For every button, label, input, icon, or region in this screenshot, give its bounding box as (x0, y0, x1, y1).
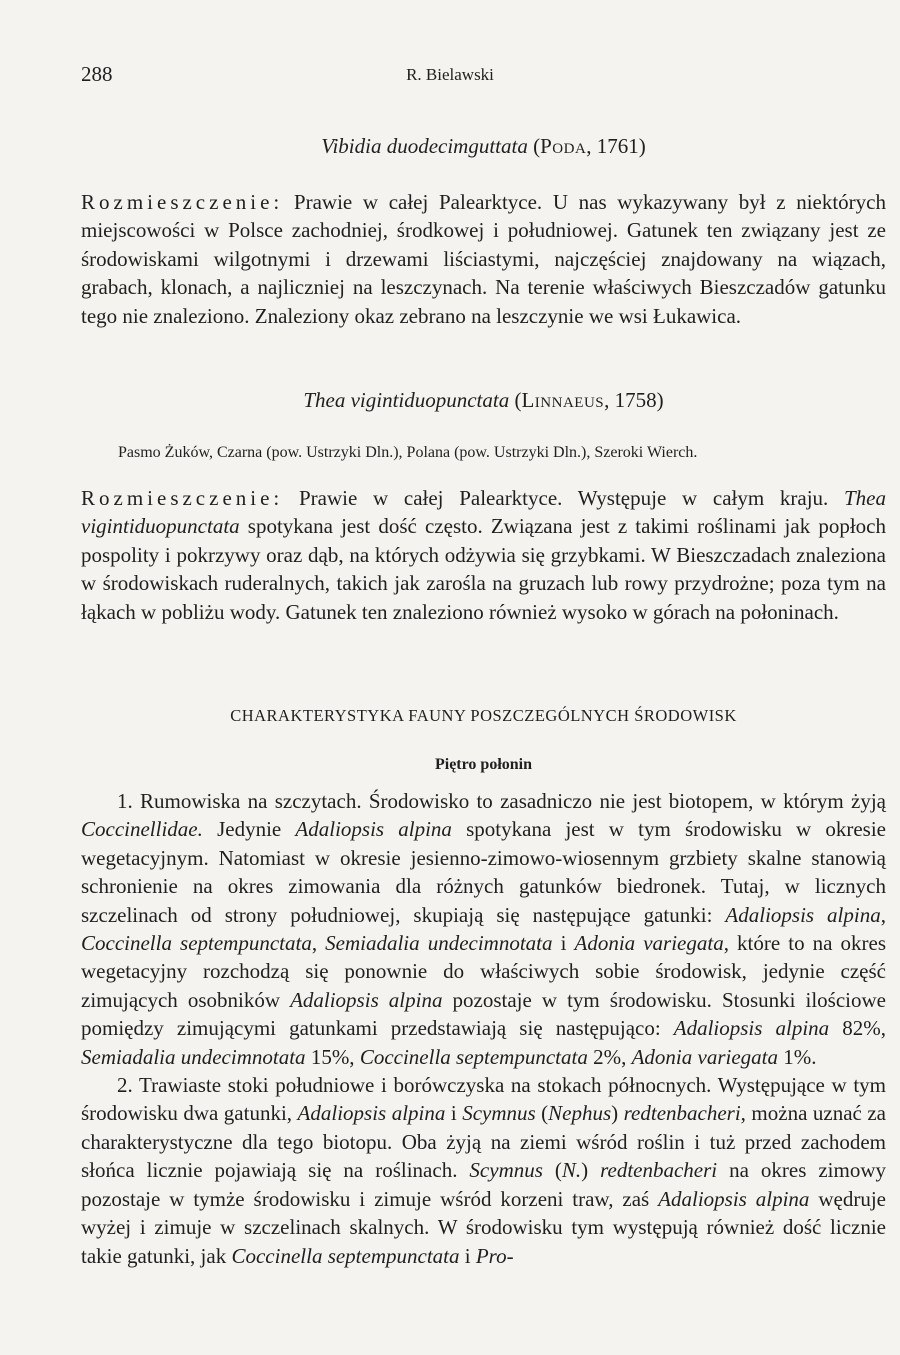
text-run: i (552, 931, 575, 956)
taxon-name: Coccinella septempunctata (359, 1044, 588, 1069)
taxon-name: Adaliopsis alpina (290, 987, 443, 1012)
species-year: , 1758) (604, 388, 664, 412)
text-run: , które to na okres wegetacyjny rozchodzą się ponownie do właściwych sobie środowisk, jedynie część zimujących osobników (81, 931, 887, 1012)
species-name-inline: Thea vigintiduopunctata (81, 486, 886, 539)
subsection-heading: Piętro połonin (434, 756, 533, 773)
species-year: , 1761) (586, 134, 646, 158)
text-run: ) (611, 1101, 624, 1126)
taxon-name: Adaliopsis alpina (673, 1016, 830, 1041)
species-name: Vibidia duodecimguttata (321, 134, 528, 158)
paragraph-rumowiska (81, 787, 886, 1270)
locality-list: Pasmo Żuków, Czarna (pow. Ustrzyki Dln.), Polana (pow. Ustrzyki Dln.), Szeroki Wierch. (118, 444, 698, 461)
species-author: Poda (540, 134, 587, 158)
species-description-vibidia (81, 188, 886, 330)
text-run: 2. Trawiaste stoki południowe i borówczyska na stokach północnych. Występujące w tym środowisku dwa gatunki, (81, 1073, 886, 1126)
taxon-name: redtenbacheri (600, 1158, 718, 1183)
taxon-name: Coccinellidae. (81, 817, 203, 842)
species-title-vibidia (81, 132, 886, 160)
text-run: i (445, 1101, 463, 1126)
text-run: 1%. (778, 1044, 817, 1069)
text-run: na okres zimowy pozostaje w tymże środowisku i zimuje wśród korzeni traw, zaś (81, 1158, 887, 1211)
taxon-name: Scymnus (462, 1101, 536, 1126)
text-run: spotykana jest w tym środowisku w okresie wegetacyjnym. Natomiast w okresie jesienno-zimowo-wiosennym grzbiety skalne stanowią schronienie na okres zimowania dla różnych gatunków biedronek. Tutaj, w licznych szczelinach od strony południowej, skupiają się następujące gatunki: (81, 817, 886, 927)
species-author-open: ( (514, 388, 522, 412)
taxon-name: Adonia variegata (574, 931, 724, 956)
taxon-name: Semiadalia undecimnotata (325, 931, 553, 956)
taxon-name: N. (561, 1158, 582, 1183)
taxon-name: Scymnus (469, 1158, 543, 1183)
text-run: ( (535, 1101, 549, 1126)
taxon-name: Semiadalia undecimnotata (81, 1044, 306, 1069)
text-run: 2%, (587, 1044, 632, 1069)
text-run: wędruje wyżej i zimuje w szczelinach skalnych. W środowisku tym występują również dość licznie takie gatunki, jak (81, 1186, 886, 1268)
text-run: , można uznać za charakterystyczne dla tego biotopu. Oba żyją na ziemi wśród roślin i tuż przed zachodem słońca licznie pojawiają się na roślinach. (81, 1101, 886, 1183)
taxon-name: Coccinella septempunctata (231, 1243, 460, 1268)
taxon-name: Adonia variegata (631, 1044, 778, 1069)
taxon-name: Pro- (475, 1243, 514, 1268)
text-run: 15%, (305, 1044, 360, 1069)
text-run: 82%, (829, 1016, 886, 1041)
text-run: , (880, 902, 886, 927)
species-title-thea (81, 386, 886, 414)
species-author: Linnaeus (521, 388, 605, 412)
distribution-text-1: Prawie w całej Palearktyce. Występuje w całym kraju. (283, 486, 844, 510)
text-run: ) (581, 1158, 601, 1183)
running-head: R. Bielawski (406, 65, 494, 84)
distribution-label: Rozmieszczenie: (81, 486, 284, 510)
species-name: Thea vigintiduopunctata (303, 388, 510, 412)
taxon-name: Adaliopsis alpina (658, 1186, 810, 1211)
text-run: ( (542, 1158, 562, 1183)
distribution-text: Prawie w całej Palearktyce. U nas wykazywany był z niektórych miejscowości w Polsce zachodniej, środkowej i południowej. Gatunek ten związany jest ze środowiskami wilgotnymi i drzewami liściastymi, najczęściej znajdowany na wiązach, grabach, klonach, a najliczniej na leszczynach. Na terenie właściwych Bieszczadów gatunku tego nie znaleziono. Znaleziony okaz zebrano na leszczynie we wsi Łukawica. (81, 190, 886, 328)
species-description-thea (81, 484, 886, 626)
page-header (81, 62, 819, 92)
page-number: 288 (81, 62, 113, 86)
taxon-name: redtenbacheri (623, 1101, 741, 1126)
taxon-name: Adaliopsis alpina (297, 1101, 446, 1126)
section-heading: CHARAKTERYSTYKA FAUNY POSZCZEGÓLNYCH ŚRODOWISK (230, 706, 737, 725)
taxon-name: Adaliopsis alpina (725, 902, 881, 927)
distribution-label: Rozmieszczenie: (81, 190, 284, 214)
distribution-text-2: spotykana jest dość często. Związana jest z takimi roślinami jak popłoch pospolity i pokrzywy oraz dąb, na których odżywia się grzybkami. W Bieszczadach znaleziona w środowiskach ruderalnych, takich jak zarośla na gruzach lub rowy przydrożne; poza tym na łąkach w pobliżu wody. Gatunek ten znaleziono również wysoko w górach na połoninach. (81, 514, 886, 624)
taxon-name: Adaliopsis alpina (295, 817, 452, 842)
text-run: 1. Rumowiska na szczytach. Środowisko to zasadniczo nie jest biotopem, w którym żyją (117, 789, 886, 813)
text-run: , (311, 931, 326, 956)
text-run: pozostaje w tym środowisku. Stosunki ilościowe pomiędzy zimującymi gatunkami przedstawiają się następująco: (81, 987, 886, 1041)
species-author-open: ( (533, 134, 541, 158)
taxon-name: Coccinella septempunctata (81, 931, 312, 956)
text-run: Jedynie (202, 817, 296, 842)
taxon-name: Nephus (548, 1101, 612, 1126)
text-run: i (459, 1243, 476, 1268)
